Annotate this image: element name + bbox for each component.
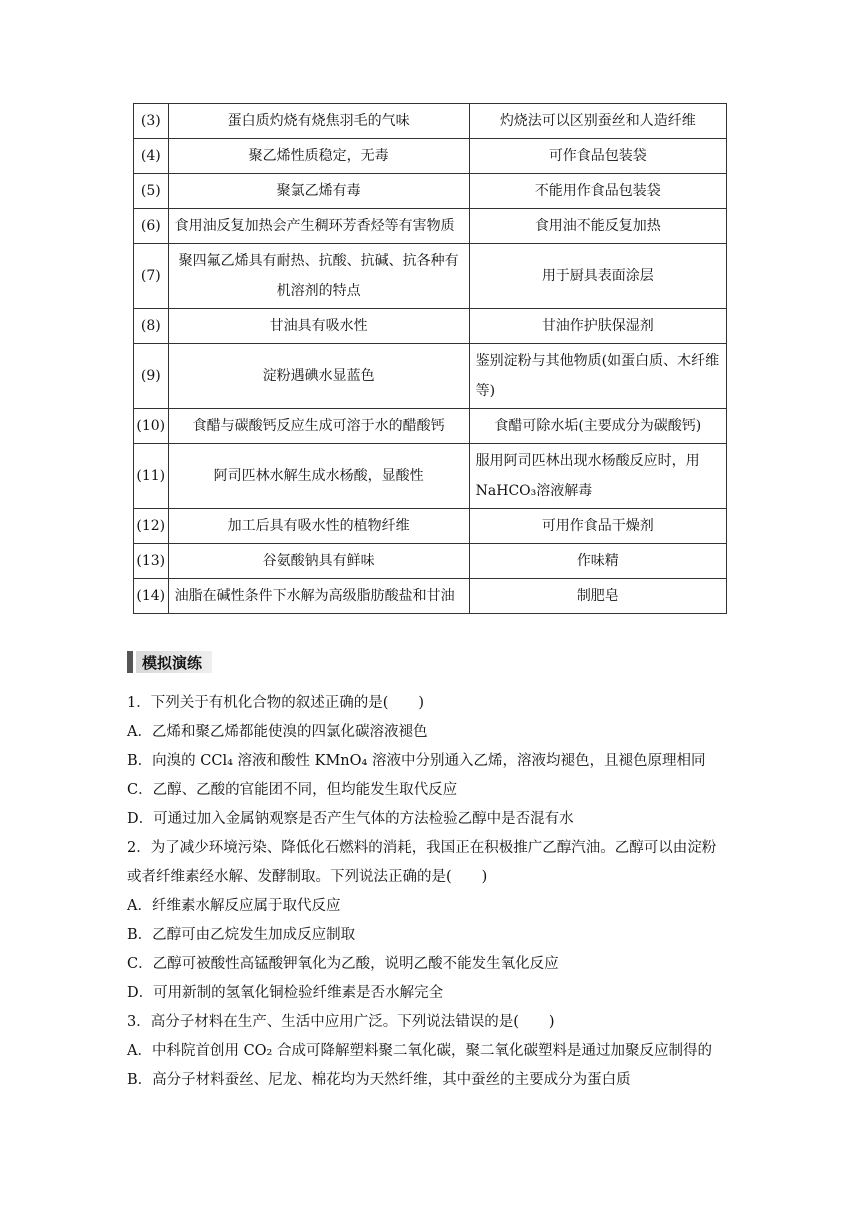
- application-cell: 服用阿司匹林出现水杨酸反应时，用NaHCO₃溶液解毒: [469, 444, 726, 509]
- row-number: (4): [134, 139, 169, 174]
- answer-paren-close: ): [481, 869, 488, 885]
- table-row: [134, 174, 727, 209]
- property-cell: 淀粉遇碘水显蓝色: [168, 344, 469, 409]
- table-row: [134, 509, 727, 544]
- property-cell: 聚氯乙烯有毒: [168, 174, 469, 209]
- application-cell: 可用作食品干燥剂: [469, 509, 726, 544]
- property-cell: 食用油反复加热会产生稠环芳香烃等有害物质: [168, 209, 469, 244]
- property-cell: 聚乙烯性质稳定，无毒: [168, 139, 469, 174]
- question-1-option-a: A．乙烯和聚乙烯都能使溴的四氯化碳溶液褪色: [127, 724, 428, 740]
- header-accent-bar: [127, 651, 133, 673]
- question-1-option-b: B．向溴的 CCl₄ 溶液和酸性 KMnO₄ 溶液中分别通入乙烯，溶液均褪色，且褪色原理相同: [127, 753, 706, 769]
- question-3-text: 3．高分子材料在生产、生活中应用广泛。下列说法错误的是(: [127, 1014, 519, 1030]
- question-1-option-c: C．乙醇、乙酸的官能团不同，但均能发生取代反应: [127, 782, 458, 798]
- property-cell: 加工后具有吸水性的植物纤维: [168, 509, 469, 544]
- property-cell: 谷氨酸钠具有鲜味: [168, 544, 469, 579]
- application-cell: 甘油作护肤保湿剂: [469, 309, 726, 344]
- question-1-stem: [127, 689, 737, 718]
- question-2-option-b: B．乙醇可由乙烷发生加成反应制取: [127, 927, 356, 943]
- row-number: (6): [134, 209, 169, 244]
- row-number: (8): [134, 309, 169, 344]
- table-row: [134, 209, 727, 244]
- row-number: (7): [134, 244, 169, 309]
- table-row: [134, 344, 727, 409]
- property-cell: 蛋白质灼烧有烧焦羽毛的气味: [168, 104, 469, 139]
- application-cell: 不能用作食品包装袋: [469, 174, 726, 209]
- application-cell: 食用油不能反复加热: [469, 209, 726, 244]
- question-2-stem-line-2: [127, 863, 737, 892]
- question-3-stem: [127, 1008, 737, 1037]
- application-cell: 鉴别淀粉与其他物质(如蛋白质、木纤维等): [469, 344, 726, 409]
- property-cell: 甘油具有吸水性: [168, 309, 469, 344]
- answer-paren-close: ): [548, 1014, 555, 1030]
- table-row: [134, 104, 727, 139]
- property-application-table: [133, 103, 727, 614]
- question-3-option-a: A．中科院首创用 CO₂ 合成可降解塑料聚二氧化碳，聚二氧化碳塑料是通过加聚反应制得的: [127, 1043, 712, 1059]
- row-number: (9): [134, 344, 169, 409]
- answer-paren-close: ): [418, 695, 425, 711]
- section-title: 模拟演练: [136, 651, 212, 673]
- question-2-option-c: C．乙醇可被酸性高锰酸钾氧化为乙酸，说明乙酸不能发生氧化反应: [127, 956, 559, 972]
- table-row: [134, 544, 727, 579]
- section-header: [127, 650, 212, 674]
- row-number: (10): [134, 409, 169, 444]
- table-row: [134, 309, 727, 344]
- property-cell: 食醋与碳酸钙反应生成可溶于水的醋酸钙: [168, 409, 469, 444]
- row-number: (11): [134, 444, 169, 509]
- question-2-option-a: A．纤维素水解反应属于取代反应: [127, 898, 341, 914]
- application-cell: 食醋可除水垢(主要成分为碳酸钙): [469, 409, 726, 444]
- application-cell: 制肥皂: [469, 579, 726, 614]
- application-cell: 可作食品包装袋: [469, 139, 726, 174]
- row-number: (3): [134, 104, 169, 139]
- question-1-option-d: D．可通过加入金属钠观察是否产生气体的方法检验乙醇中是否混有水: [127, 811, 574, 827]
- row-number: (14): [134, 579, 169, 614]
- question-list: [127, 689, 737, 1095]
- property-cell: 油脂在碱性条件下水解为高级脂肪酸盐和甘油: [168, 579, 469, 614]
- table-row: [134, 579, 727, 614]
- application-cell: 用于厨具表面涂层: [469, 244, 726, 309]
- table-row: [134, 244, 727, 309]
- table-row: [134, 409, 727, 444]
- property-cell: 聚四氟乙烯具有耐热、抗酸、抗碱、抗各种有机溶剂的特点: [168, 244, 469, 309]
- question-1-text: 1．下列关于有机化合物的叙述正确的是(: [127, 695, 389, 711]
- row-number: (5): [134, 174, 169, 209]
- question-2-stem-line-1: 2．为了减少环境污染、降低化石燃料的消耗，我国正在积极推广乙醇汽油。乙醇可以由淀粉: [127, 840, 717, 856]
- row-number: (13): [134, 544, 169, 579]
- table-row: [134, 139, 727, 174]
- question-2-text: 或者纤维素经水解、发酵制取。下列说法正确的是(: [127, 869, 452, 885]
- property-cell: 阿司匹林水解生成水杨酸，显酸性: [168, 444, 469, 509]
- table-row: [134, 444, 727, 509]
- row-number: (12): [134, 509, 169, 544]
- question-3-option-b: B．高分子材料蚕丝、尼龙、棉花均为天然纤维，其中蚕丝的主要成分为蛋白质: [127, 1072, 631, 1088]
- application-cell: 作味精: [469, 544, 726, 579]
- question-2-option-d: D．可用新制的氢氧化铜检验纤维素是否水解完全: [127, 985, 444, 1001]
- application-cell: 灼烧法可以区别蚕丝和人造纤维: [469, 104, 726, 139]
